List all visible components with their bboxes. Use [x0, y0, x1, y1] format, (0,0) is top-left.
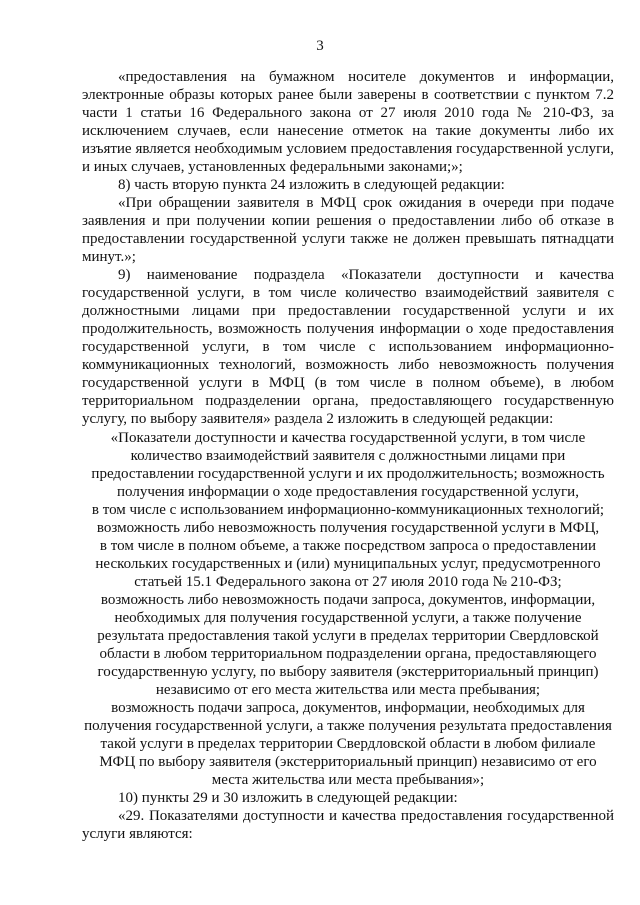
subsection-title-line: «Показатели доступности и качества государственной услуги, в том числе	[110, 430, 586, 446]
subsection-title-line: необходимых для получения государственной услуги, а также получение	[114, 610, 582, 626]
paragraph-item-9: 9) наименование подраздела «Показатели доступности и качества государственной услуги, в том числе количество взаимодействий заявителя с должностными лицами при предоставлении государственной услуги и их продолжительность, возможность получения информации о ходе предоставления государственной услуги, в том числе с использованием информационно-коммуникационных технологий, возможность либо невозможность получения государственной услуги в МФЦ (в том числе в полном объеме), в любом территориальном подразделении органа, предоставляющего государственную услугу, по выбору заявителя» раздела 2 изложить в следующей редакции:	[82, 267, 614, 427]
subsection-title-line: статьей 15.1 Федерального закона от 27 июля 2010 года № 210-ФЗ;	[134, 574, 562, 590]
subsection-title-line: возможность либо невозможность подачи запроса, документов, информации,	[100, 592, 596, 608]
document-body	[82, 68, 614, 843]
subsection-title-line: количество взаимодействий заявителя с должностными лицами при	[130, 448, 566, 464]
subsection-title-line: возможность либо невозможность получения государственной услуги в МФЦ,	[96, 520, 600, 536]
paragraph-item-8: 8) часть вторую пункта 24 изложить в следующей редакции:	[118, 177, 505, 193]
subsection-title-line: такой услуги в пределах территории Свердловской области в любом филиале	[100, 736, 596, 752]
subsection-title-line: нескольких государственных и (или) муниципальных услуг, предусмотренного	[95, 556, 601, 572]
subsection-title-line: в том числе в полном объеме, а также посредством запроса о предоставлении	[99, 538, 597, 554]
paragraph-item-10: 10) пункты 29 и 30 изложить в следующей редакции:	[118, 790, 458, 806]
paragraph-quote-mfc-waiting: «При обращении заявителя в МФЦ срок ожидания в очереди при подаче заявления и при получении копии решения о предоставлении либо об отказе в предоставлении государственной услуги также не должен превышать пятнадцати минут.»;	[82, 195, 614, 265]
paragraph-quote-documents: «предоставления на бумажном носителе документов и информации, электронные образы которых ранее были заверены в соответствии с пунктом 7.2 части 1 статьи 16 Федерального закона от 27 июля 2010 года № 210-ФЗ, за исключением случаев, если нанесение отметок на такие документы либо их изъятие является необходимым условием предоставления государственной услуги, и иных случаев, установленных федеральными законами;»;	[82, 69, 614, 175]
subsection-title-line: получения государственной услуги, а также получения результата предоставления	[84, 718, 612, 734]
subsection-title-line: получения информации о ходе предоставления государственной услуги,	[117, 484, 579, 500]
subsection-title-line: предоставлении государственной услуги и их продолжительность; возможность	[91, 466, 605, 482]
subsection-title-block	[76, 429, 620, 789]
subsection-title-line: возможность подачи запроса, документов, информации, необходимых для	[111, 700, 585, 716]
paragraph-item-29: «29. Показателями доступности и качества предоставления государственной услуги являются:	[82, 808, 614, 842]
subsection-title-line: места жительства или места пребывания»;	[211, 772, 485, 788]
subsection-title-line: результата предоставления такой услуги в пределах территории Свердловской	[97, 628, 599, 644]
subsection-title-line: в том числе с использованием информационно-коммуникационных технологий;	[91, 502, 605, 518]
page-number: 3	[316, 38, 324, 54]
subsection-title-line: области в любом территориальном подразделении органа, предоставляющего	[99, 646, 597, 662]
subsection-title-line: независимо от его места жительства или места пребывания;	[155, 682, 541, 698]
subsection-title-line: государственную услугу, по выбору заявителя (экстерриториальный принцип)	[97, 664, 599, 680]
subsection-title-line: МФЦ по выбору заявителя (экстерриториальный принцип) независимо от его	[99, 754, 597, 770]
